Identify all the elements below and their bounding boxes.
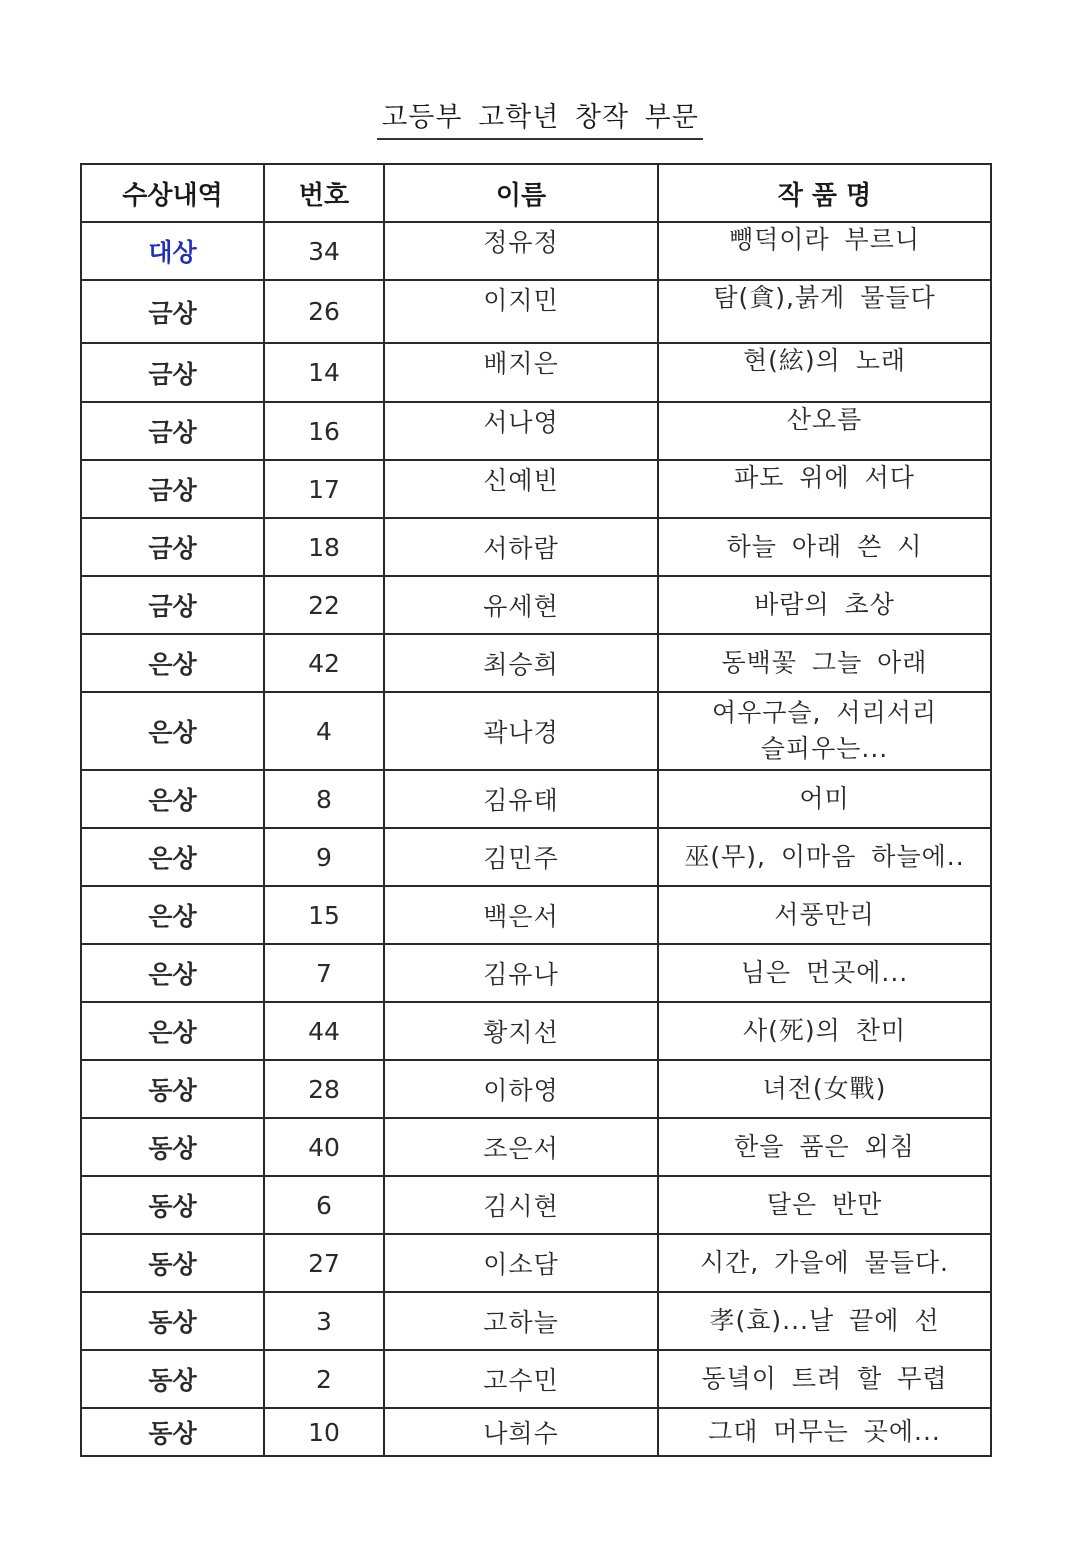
award-cell: 은상 [81, 692, 264, 770]
award-cell: 동상 [81, 1408, 264, 1456]
award-cell: 금상 [81, 518, 264, 576]
name-cell: 신예빈 [384, 460, 658, 518]
name-cell: 고수민 [384, 1350, 658, 1408]
award-cell: 금상 [81, 576, 264, 634]
number-cell: 8 [264, 770, 384, 828]
work-title-cell: 여우구슬, 서리서리 슬피우는... [658, 692, 991, 770]
name-cell: 최승희 [384, 634, 658, 692]
number-cell: 18 [264, 518, 384, 576]
name-cell: 황지선 [384, 1002, 658, 1060]
award-cell: 은상 [81, 634, 264, 692]
number-cell: 27 [264, 1234, 384, 1292]
table-row [81, 343, 991, 402]
name-cell: 김시현 [384, 1176, 658, 1234]
work-title-cell: 파도 위에 서다 [658, 460, 991, 518]
table-row [81, 1408, 991, 1456]
number-cell: 9 [264, 828, 384, 886]
work-title-cell: 녀전(女戰) [658, 1060, 991, 1118]
header-number: 번호 [264, 164, 384, 222]
name-cell: 곽나경 [384, 692, 658, 770]
number-cell: 26 [264, 280, 384, 343]
name-cell: 이하영 [384, 1060, 658, 1118]
number-cell: 14 [264, 343, 384, 402]
award-cell: 금상 [81, 460, 264, 518]
name-cell: 고하늘 [384, 1292, 658, 1350]
award-cell: 대상 [81, 222, 264, 280]
work-title-cell: 하늘 아래 쓴 시 [658, 518, 991, 576]
table-row [81, 1176, 991, 1234]
award-cell: 은상 [81, 886, 264, 944]
number-cell: 34 [264, 222, 384, 280]
work-title-cell: 탐(貪),붉게 물들다 [658, 280, 991, 343]
table-row [81, 1292, 991, 1350]
work-title-cell: 달은 반만 [658, 1176, 991, 1234]
number-cell: 44 [264, 1002, 384, 1060]
table-row [81, 944, 991, 1002]
header-work: 작 품 명 [658, 164, 991, 222]
number-cell: 7 [264, 944, 384, 1002]
table-row [81, 634, 991, 692]
work-title-cell: 산오름 [658, 402, 991, 460]
award-cell: 은상 [81, 770, 264, 828]
table-row [81, 1350, 991, 1408]
name-cell: 서하람 [384, 518, 658, 576]
number-cell: 3 [264, 1292, 384, 1350]
number-cell: 2 [264, 1350, 384, 1408]
header-award: 수상내역 [81, 164, 264, 222]
work-title-cell: 님은 먼곳에... [658, 944, 991, 1002]
table-row [81, 886, 991, 944]
table-row [81, 770, 991, 828]
work-title-cell: 孝(효)...날 끝에 선 [658, 1292, 991, 1350]
name-cell: 유세현 [384, 576, 658, 634]
award-cell: 동상 [81, 1292, 264, 1350]
work-title-cell: 바람의 초상 [658, 576, 991, 634]
table-row [81, 222, 991, 280]
number-cell: 10 [264, 1408, 384, 1456]
work-title-cell: 동녘이 트려 할 무렵 [658, 1350, 991, 1408]
award-cell: 은상 [81, 1002, 264, 1060]
name-cell: 배지은 [384, 343, 658, 402]
work-title-cell: 사(死)의 찬미 [658, 1002, 991, 1060]
number-cell: 4 [264, 692, 384, 770]
name-cell: 정유정 [384, 222, 658, 280]
table-header-row [81, 164, 991, 222]
table-row [81, 1118, 991, 1176]
number-cell: 17 [264, 460, 384, 518]
work-title-cell: 동백꽃 그늘 아래 [658, 634, 991, 692]
award-cell: 동상 [81, 1118, 264, 1176]
name-cell: 조은서 [384, 1118, 658, 1176]
table-row [81, 576, 991, 634]
name-cell: 김유태 [384, 770, 658, 828]
table-row [81, 692, 991, 770]
award-cell: 금상 [81, 280, 264, 343]
number-cell: 6 [264, 1176, 384, 1234]
award-cell: 동상 [81, 1060, 264, 1118]
work-title-cell: 시간, 가을에 물들다. [658, 1234, 991, 1292]
award-cell: 동상 [81, 1234, 264, 1292]
work-title-cell: 현(絃)의 노래 [658, 343, 991, 402]
number-cell: 28 [264, 1060, 384, 1118]
number-cell: 15 [264, 886, 384, 944]
number-cell: 22 [264, 576, 384, 634]
work-title-cell: 巫(무), 이마음 하늘에.. [658, 828, 991, 886]
work-title-cell: 서풍만리 [658, 886, 991, 944]
work-title-cell: 한을 품은 외침 [658, 1118, 991, 1176]
award-cell: 동상 [81, 1350, 264, 1408]
award-cell: 금상 [81, 343, 264, 402]
name-cell: 이지민 [384, 280, 658, 343]
number-cell: 40 [264, 1118, 384, 1176]
name-cell: 김유나 [384, 944, 658, 1002]
table-row [81, 1060, 991, 1118]
table-row [81, 1002, 991, 1060]
table-row [81, 828, 991, 886]
work-title-cell: 그대 머무는 곳에... [658, 1408, 991, 1456]
work-title-cell: 어미 [658, 770, 991, 828]
page-title [0, 100, 1080, 140]
award-cell: 은상 [81, 828, 264, 886]
table-row [81, 280, 991, 343]
award-cell: 금상 [81, 402, 264, 460]
awards-table [80, 163, 992, 1457]
award-cell: 은상 [81, 944, 264, 1002]
work-title-cell: 뺑덕이라 부르니 [658, 222, 991, 280]
number-cell: 42 [264, 634, 384, 692]
name-cell: 나희수 [384, 1408, 658, 1456]
table-row [81, 402, 991, 460]
name-cell: 김민주 [384, 828, 658, 886]
page-title-text: 고등부 고학년 창작 부문 [377, 100, 703, 140]
table-row [81, 460, 991, 518]
header-name: 이름 [384, 164, 658, 222]
award-cell: 동상 [81, 1176, 264, 1234]
table-row [81, 1234, 991, 1292]
name-cell: 이소담 [384, 1234, 658, 1292]
name-cell: 백은서 [384, 886, 658, 944]
number-cell: 16 [264, 402, 384, 460]
name-cell: 서나영 [384, 402, 658, 460]
table-row [81, 518, 991, 576]
